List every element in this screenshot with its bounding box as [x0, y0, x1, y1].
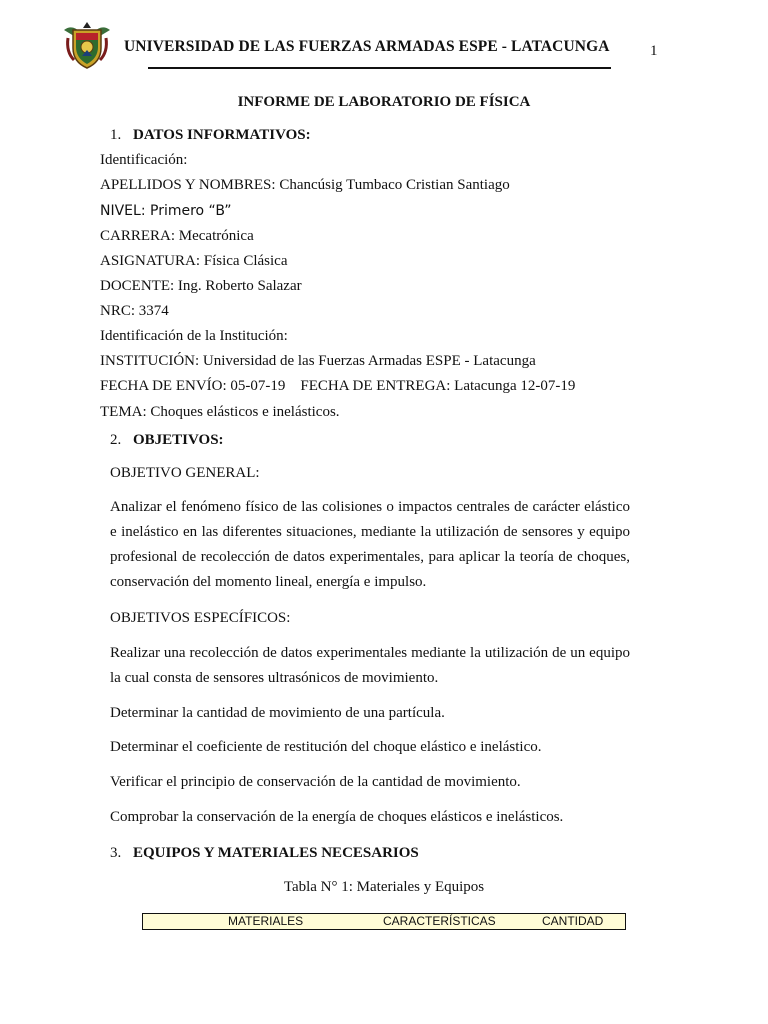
specific-objectives-heading: OBJETIVOS ESPECÍFICOS: — [110, 610, 291, 626]
specific-objective-item: Comprobar la conservación de la energía de choques elásticos e inelásticos. — [110, 809, 564, 825]
info-dates: FECHA DE ENVÍO: 05-07-19 FECHA DE ENTREGA: Latacunga 12-07-19 — [100, 378, 576, 394]
specific-objective-item: Verificar el principio de conservación de la cantidad de movimiento. — [110, 774, 521, 790]
info-level: NIVEL: Primero “B” — [100, 203, 232, 219]
info-student-name: APELLIDOS Y NOMBRES: Chancúsig Tumbaco Cristian Santiago — [100, 177, 510, 193]
info-institution-label: Identificación de la Institución: — [100, 328, 288, 344]
university-name: UNIVERSIDAD DE LAS FUERZAS ARMADAS ESPE - LATACUNGA — [124, 38, 610, 55]
general-objective-text: Analizar el fenómeno físico de las colisiones o impactos centrales de carácter elástico e inelástico en las diferentes situaciones, mediante la utilización de sensores y equipo profesional de recolección de datos experimentales, para aplicar la teoría de choques, conservación del momento lineal, energía e impulso. — [110, 499, 630, 590]
page-number: 1 — [650, 43, 658, 59]
info-nrc: NRC: 3374 — [100, 303, 169, 319]
specific-objective-item: Realizar una recolección de datos experimentales mediante la utilización de un equipo la cual consta de sensores ultrasónicos de movimiento. — [110, 645, 630, 686]
section-1-number: 1. — [110, 127, 122, 143]
general-objective-heading: OBJETIVO GENERAL: — [110, 465, 260, 481]
info-career: CARRERA: Mecatrónica — [100, 228, 254, 244]
info-institution: INSTITUCIÓN: Universidad de las Fuerzas Armadas ESPE - Latacunga — [100, 353, 536, 369]
specific-objective-item: Determinar la cantidad de movimiento de una partícula. — [110, 705, 445, 721]
section-3-title: EQUIPOS Y MATERIALES NECESARIOS — [133, 845, 419, 861]
info-identification-label: Identificación: — [100, 152, 188, 168]
section-3-number: 3. — [110, 845, 122, 861]
info-subject: ASIGNATURA: Física Clásica — [100, 253, 288, 269]
header-divider — [148, 67, 611, 69]
info-teacher: DOCENTE: Ing. Roberto Salazar — [100, 278, 302, 294]
report-title: INFORME DE LABORATORIO DE FÍSICA — [237, 94, 531, 110]
specific-objective-item: Determinar el coeficiente de restitución del choque elástico e inelástico. — [110, 739, 542, 755]
university-crest-icon — [60, 20, 114, 70]
table-header-quantity: CANTIDAD — [542, 914, 604, 928]
table-header-materials: MATERIALES — [228, 914, 304, 928]
materials-table-header — [142, 913, 626, 930]
section-2-number: 2. — [110, 432, 122, 448]
table-header-characteristics: CARACTERÍSTICAS — [383, 914, 496, 928]
info-topic: TEMA: Choques elásticos e inelásticos. — [100, 404, 340, 420]
section-1-title: DATOS INFORMATIVOS: — [133, 127, 311, 143]
section-2-title: OBJETIVOS: — [133, 432, 224, 448]
table-caption: Tabla N° 1: Materiales y Equipos — [283, 879, 485, 895]
